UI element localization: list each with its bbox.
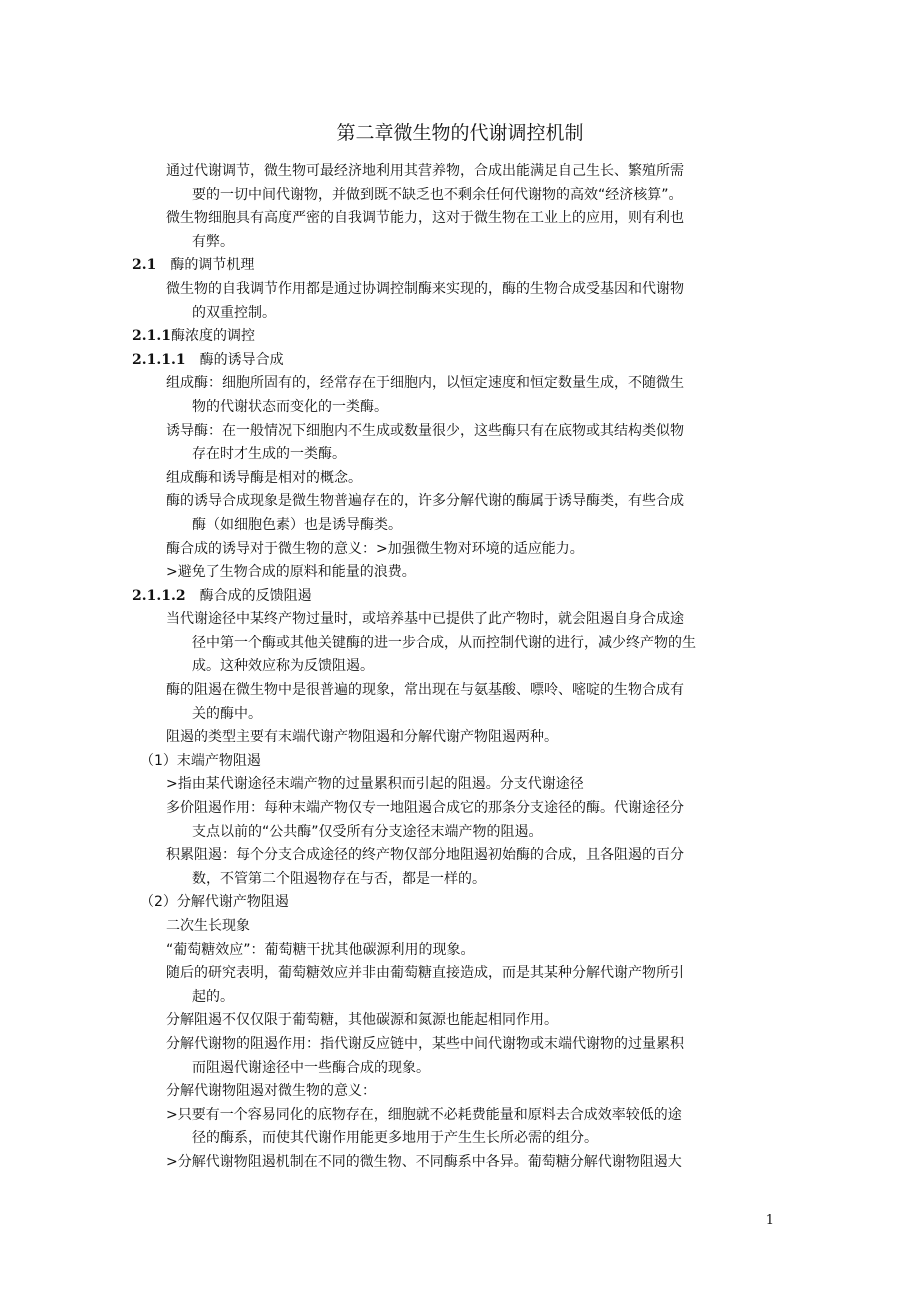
text-line: >避免了生物合成的原料和能量的浪费。 [166,564,416,581]
text-line: 支点以前的“公共酶”仅受所有分支途径末端产物的阻遏。 [192,823,543,840]
text-line: 当代谢途径中某终产物过量时，或培养基中已提供了此产物时，就会阻遏自身合成途 [166,611,684,628]
text-line: 起的。 [192,988,234,1005]
section-heading [132,325,792,349]
section-heading [132,349,792,373]
section-heading [132,585,792,609]
text-line: 物的代谢状态而变化的一类酶。 [192,398,388,415]
text-line: 多价阻遏作用：每种末端产物仅专一地阻遏合成它的那条分支途径的酶。代谢途径分 [166,800,684,817]
section-heading-text: 酶浓度的调控 [170,328,255,345]
text-line: （1）末端产物阻遏 [140,752,261,769]
page-title: 第二章微生物的代谢调控机制 [336,122,584,144]
text-line: 分解代谢物的阻遏作用：指代谢反应链中，某些中间代谢物或末端代谢物的过量累积 [166,1035,684,1052]
text-line: >只要有一个容易同化的底物存在，细胞就不必耗费能量和原料去合成效率较低的途 [166,1106,682,1123]
section-heading-text: 酶合成的反馈阻遏 [199,587,312,604]
text-line: 而阻遏代谢途径中一些酶合成的现象。 [192,1059,430,1076]
text-line: 组成酶：细胞所固有的，经常存在于细胞内，以恒定速度和恒定数量生成，不随微生 [166,375,684,392]
text-line: 微生物细胞具有高度严密的自我调节能力，这对于微生物在工业上的应用，则有利也 [166,210,684,227]
text-line: 的双重控制。 [192,304,276,321]
text-line: 酶的阻遏在微生物中是很普遍的现象，常出现在与氨基酸、嘌呤、嘧啶的生物合成有 [166,682,684,699]
text-line: 分解代谢物阻遏对微生物的意义： [166,1083,376,1100]
text-line: 随后的研究表明，葡萄糖效应并非由葡萄糖直接造成，而是其某种分解代谢产物所引 [166,965,684,982]
text-line: 通过代谢调节，微生物可最经济地利用其营养物，合成出能满足自己生长、繁殖所需 [166,163,684,179]
text-line: 数，不管第二个阻遏物存在与否，都是一样的。 [192,870,486,887]
section-number: 2.1 [132,257,157,274]
text-line: 微生物的自我调节作用都是通过协调控制酶来实现的，酶的生物合成受基因和代谢物 [166,280,684,297]
document-body [132,160,792,1175]
section-number: 2.1.1.2 [132,587,186,604]
text-line: 分解阻遏不仅仅限于葡萄糖，其他碳源和氮源也能起相同作用。 [166,1012,558,1029]
section-heading [132,254,792,278]
text-line: 积累阻遏：每个分支合成途径的终产物仅部分地阻遏初始酶的合成，且各阻遏的百分 [166,847,684,864]
text-line: （2）分解代谢产物阻遏 [140,894,289,911]
section-heading-text: 酶的调节机理 [170,257,255,274]
text-line: 二次生长现象 [166,918,250,934]
text-line: 要的一切中间代谢物，并做到既不缺乏也不剩余任何代谢物的高效“经济核算”。 [192,186,683,203]
text-line: 酶的诱导合成现象是微生物普遍存在的，许多分解代谢的酶属于诱导酶类，有些合成 [166,493,684,510]
section-heading-text: 酶的诱导合成 [199,351,284,368]
text-line: 径中第一个酶或其他关键酶的进一步合成，从而控制代谢的进行，减少终产物的生 [192,634,696,651]
text-line: 阻遏的类型主要有末端代谢产物阻遏和分解代谢产物阻遏两种。 [166,729,558,746]
text-line: 径的酶系，而使其代谢作用能更多地用于产生生长所必需的组分。 [192,1130,598,1147]
text-line: 酶合成的诱导对于微生物的意义：>加强微生物对环境的适应能力。 [166,540,584,557]
text-line: “葡萄糖效应”：葡萄糖干扰其他碳源利用的现象。 [166,941,475,958]
page-number: 1 [765,1213,774,1228]
text-line: 组成酶和诱导酶是相对的概念。 [166,469,362,486]
text-line: 存在时才生成的一类酶。 [192,446,346,463]
text-line: >分解代谢物阻遏机制在不同的微生物、不同酶系中各异。葡萄糖分解代谢物阻遏大 [166,1153,682,1170]
text-line: 成。这种效应称为反馈阻遏。 [192,658,374,675]
text-line: 关的酶中。 [192,705,262,722]
text-line: >指由某代谢途径末端产物的过量累积而引起的阻遏。分支代谢途径 [166,776,584,793]
section-number: 2.1.1.1 [132,351,186,368]
text-line: 诱导酶：在一般情况下细胞内不生成或数量很少，这些酶只有在底物或其结构类似物 [166,422,684,439]
text-line: 酶（如细胞色素）也是诱导酶类。 [192,516,402,533]
text-line: 有弊。 [192,233,234,250]
section-number: 2.1.1 [132,328,171,345]
